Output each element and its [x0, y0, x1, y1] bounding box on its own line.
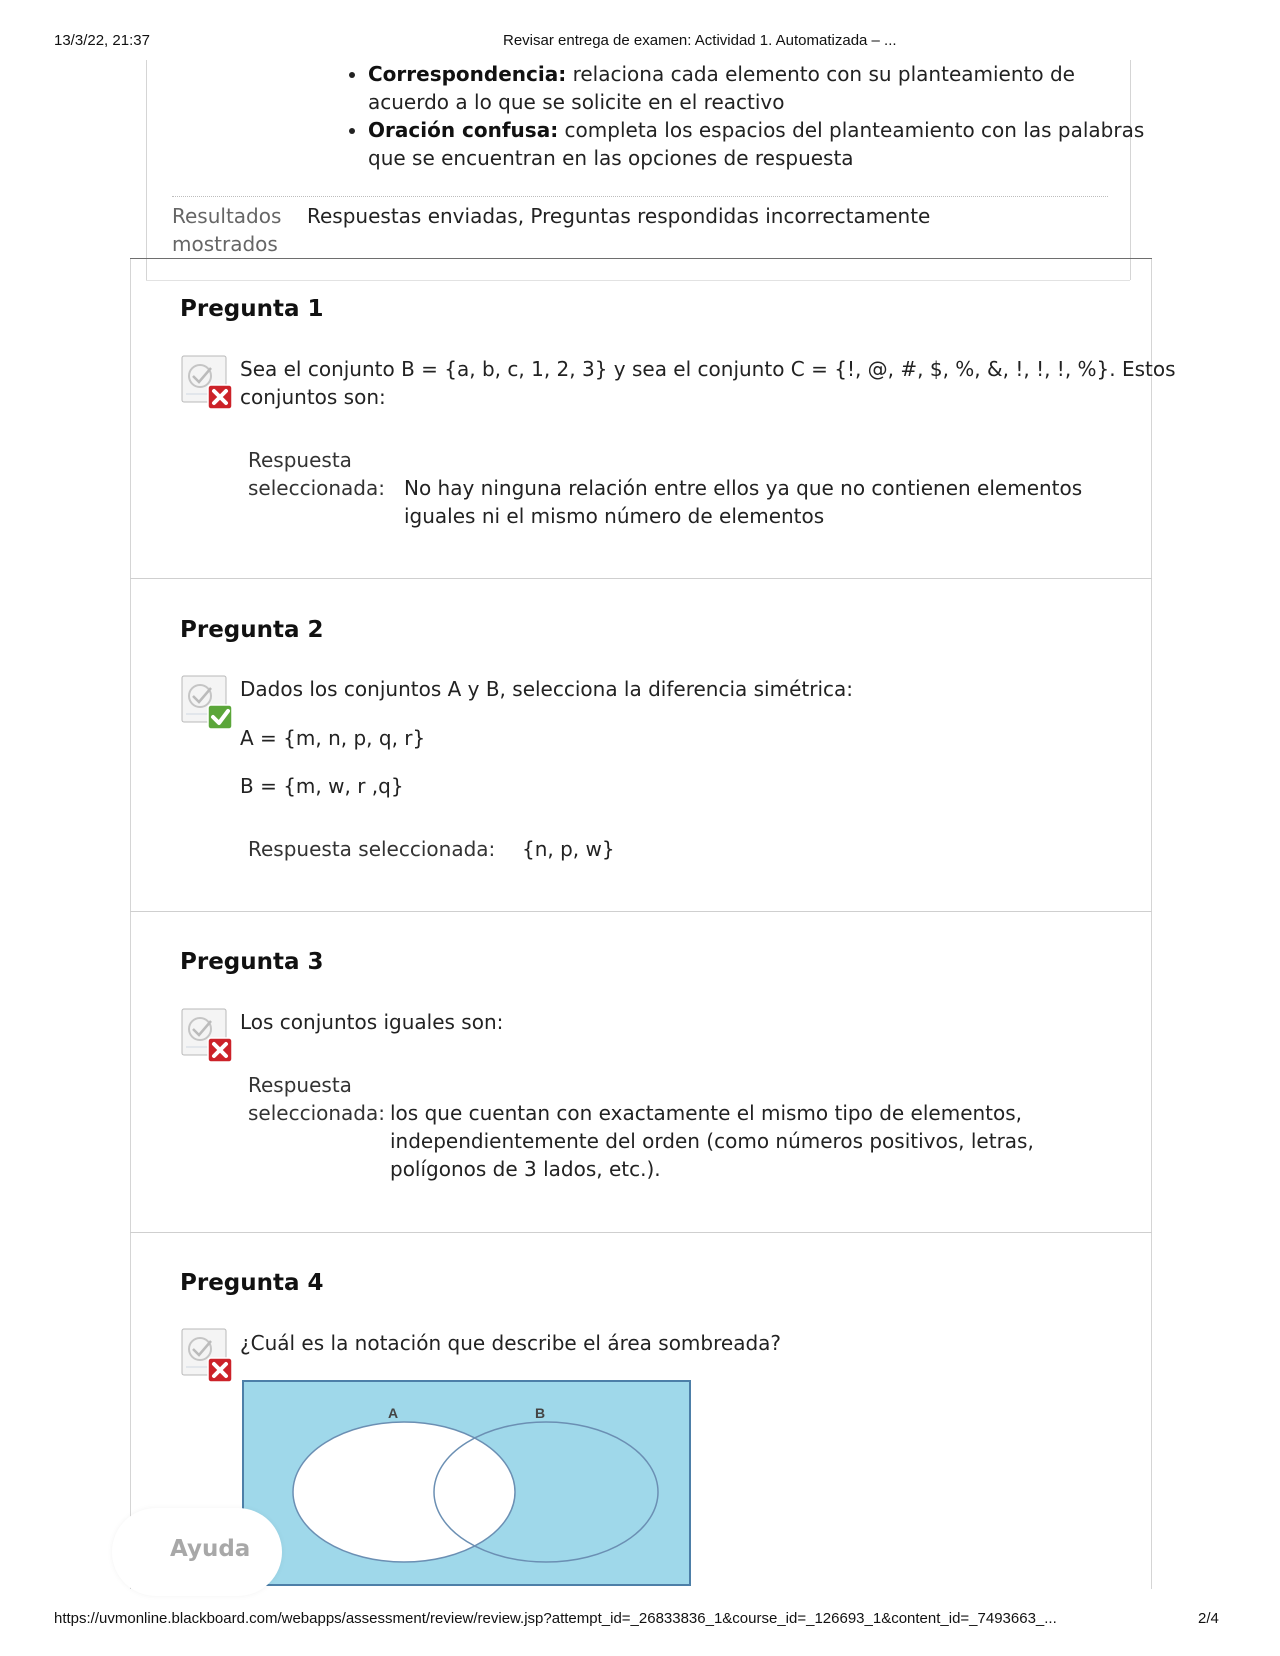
- print-page-number: 2/4: [1198, 1610, 1219, 1627]
- question-3-title: Pregunta 3: [180, 949, 324, 975]
- question-4-title: Pregunta 4: [180, 1270, 324, 1296]
- venn-label-a: A: [388, 1405, 399, 1421]
- venn-label-b: B: [535, 1405, 546, 1421]
- questions-right-border: [1151, 259, 1152, 1589]
- question-3-selected-answer: los que cuentan con exactamente el mismo tipo de elementos, independientemente del orden (como números positivos, letras, polígonos de 3 lados, etc.).: [390, 1101, 1034, 1181]
- questions-left-border: [130, 259, 131, 1589]
- question-2-set-a: A = {m, n, p, q, r}: [240, 726, 426, 750]
- question-3-answer-label: Respuesta seleccionada:: [248, 1073, 385, 1125]
- print-url: https://uvmonline.blackboard.com/webapps/assessment/review/review.jsp?attempt_id=_26833836_1&course_id=_126693_1&content_id=_7493663_...: [54, 1610, 1057, 1627]
- instructions-list: [340, 60, 1148, 172]
- question-1-selected-answer: No hay ninguna relación entre ellos ya que no contienen elementos iguales ni el mismo número de elementos: [404, 476, 1083, 528]
- results-shown-label: Resultados mostrados: [172, 204, 282, 256]
- help-button[interactable]: [112, 1508, 282, 1596]
- list-item: • Oración confusa: completa los espacios del planteamiento con las palabras que se encuentran en las opciones de respuesta: [368, 116, 1148, 172]
- incorrect-mark-icon: [180, 1327, 236, 1383]
- print-page-title: Revisar entrega de examen: Actividad 1. Automatizada – ...: [503, 32, 897, 49]
- question-2-selected-answer: {n, p, w}: [522, 837, 615, 861]
- results-dotted-separator: [172, 196, 1108, 197]
- list-item: • Correspondencia: relaciona cada elemento con su planteamiento de acuerdo a lo que se solicite en el reactivo: [368, 60, 1148, 116]
- question-1-answer-label: Respuesta seleccionada:: [248, 448, 385, 500]
- question-separator: [130, 578, 1152, 579]
- incorrect-mark-icon: [180, 354, 236, 410]
- instructions-card-left-border: [146, 60, 147, 280]
- correct-mark-icon: [180, 674, 236, 730]
- help-button-label: Ayuda: [170, 1536, 251, 1562]
- question-1-text: Sea el conjunto B = {a, b, c, 1, 2, 3} y sea el conjunto C = {!, @, #, $, %, &, !, !, !, %}. Estos conjuntos son:: [240, 357, 1176, 409]
- print-datetime: 13/3/22, 21:37: [54, 32, 150, 49]
- question-2-set-b: B = {m, w, r ,q}: [240, 774, 404, 798]
- question-2-text: Dados los conjuntos A y B, selecciona la diferencia simétrica:: [240, 677, 854, 701]
- question-2-title: Pregunta 2: [180, 617, 324, 643]
- question-3-text: Los conjuntos iguales son:: [240, 1010, 504, 1034]
- question-2-answer-label: Respuesta seleccionada:: [248, 837, 496, 861]
- instructions-card-bottom-border: [146, 280, 1130, 281]
- question-1-title: Pregunta 1: [180, 296, 324, 322]
- question-separator: [130, 911, 1152, 912]
- results-shown-value: Respuestas enviadas, Preguntas respondidas incorrectamente: [307, 204, 931, 228]
- venn-diagram: [242, 1380, 691, 1586]
- incorrect-mark-icon: [180, 1007, 236, 1063]
- question-separator: [130, 1232, 1152, 1233]
- section-divider: [130, 258, 1152, 259]
- question-4-text: ¿Cuál es la notación que describe el área sombreada?: [240, 1331, 782, 1355]
